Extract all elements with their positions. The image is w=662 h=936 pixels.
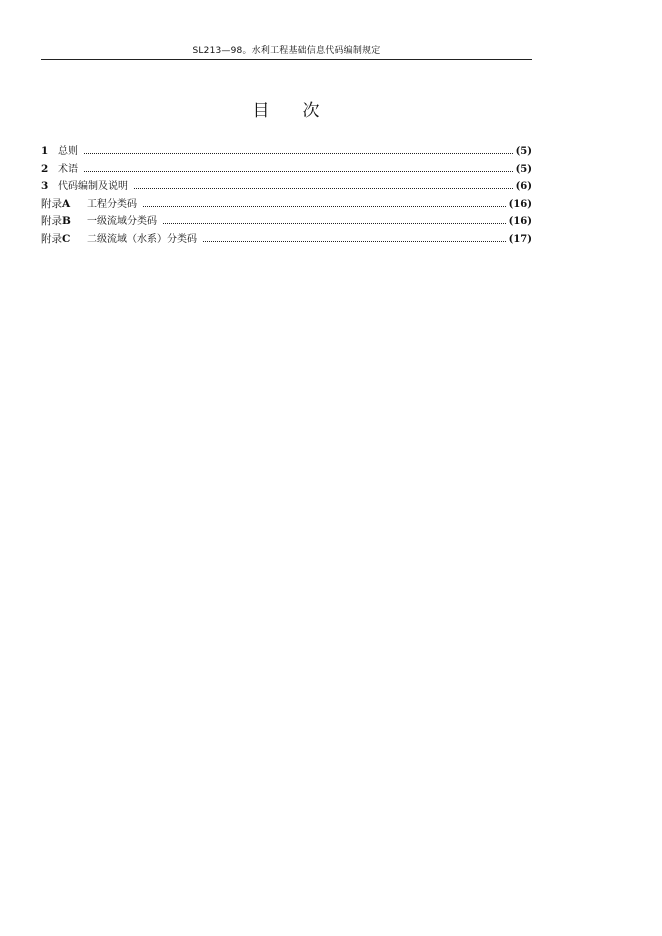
toc-entry-appendix-a[interactable] xyxy=(41,195,532,213)
dot-leader xyxy=(134,188,513,189)
dot-leader xyxy=(163,223,506,224)
toc-entry-text: 二级流域（水系）分类码 xyxy=(87,233,197,245)
toc-entry-number xyxy=(41,196,87,211)
toc-entry-text: 术语 xyxy=(58,163,78,175)
toc-entry-1[interactable] xyxy=(41,142,532,160)
dot-leader xyxy=(143,206,506,207)
appendix-letter: C xyxy=(62,232,71,245)
toc-entry-page: (5) xyxy=(515,163,532,175)
appendix-prefix: 附录 xyxy=(41,197,62,210)
toc-entry-2[interactable] xyxy=(41,160,532,178)
table-of-contents xyxy=(41,142,532,248)
toc-entry-text: 代码编制及说明 xyxy=(58,181,128,193)
toc-entry-page: (16) xyxy=(508,216,532,228)
toc-entry-number xyxy=(41,231,87,246)
dot-leader xyxy=(84,153,513,154)
toc-entry-number: 1 xyxy=(41,145,49,157)
dot-leader xyxy=(84,171,513,172)
toc-title-right: 次 xyxy=(302,101,321,121)
toc-entry-page: (5) xyxy=(515,146,532,157)
appendix-prefix: 附录 xyxy=(41,215,62,228)
appendix-prefix: 附录 xyxy=(41,232,62,245)
toc-entry-page: (6) xyxy=(515,181,532,193)
toc-entry-appendix-b[interactable] xyxy=(41,212,532,230)
toc-entry-page: (16) xyxy=(508,198,532,210)
toc-entry-page: (17) xyxy=(508,233,532,245)
appendix-letter: A xyxy=(62,197,71,210)
toc-entry-text: 工程分类码 xyxy=(87,198,137,210)
toc-entry-number: 2 xyxy=(41,162,49,175)
toc-entry-appendix-c[interactable] xyxy=(41,230,532,248)
toc-entry-number xyxy=(41,213,87,228)
running-header: SL213—98。水利工程基础信息代码编制规定 xyxy=(192,46,381,56)
header-rule xyxy=(41,59,532,60)
toc-entry-3[interactable] xyxy=(41,177,532,195)
dot-leader xyxy=(203,241,506,242)
toc-entry-number: 3 xyxy=(41,180,49,193)
toc-title-left: 目 xyxy=(252,101,271,121)
toc-entry-text: 一级流域分类码 xyxy=(87,216,157,228)
appendix-letter: B xyxy=(62,215,71,228)
toc-entry-text: 总则 xyxy=(58,146,78,157)
toc-title xyxy=(41,96,532,121)
